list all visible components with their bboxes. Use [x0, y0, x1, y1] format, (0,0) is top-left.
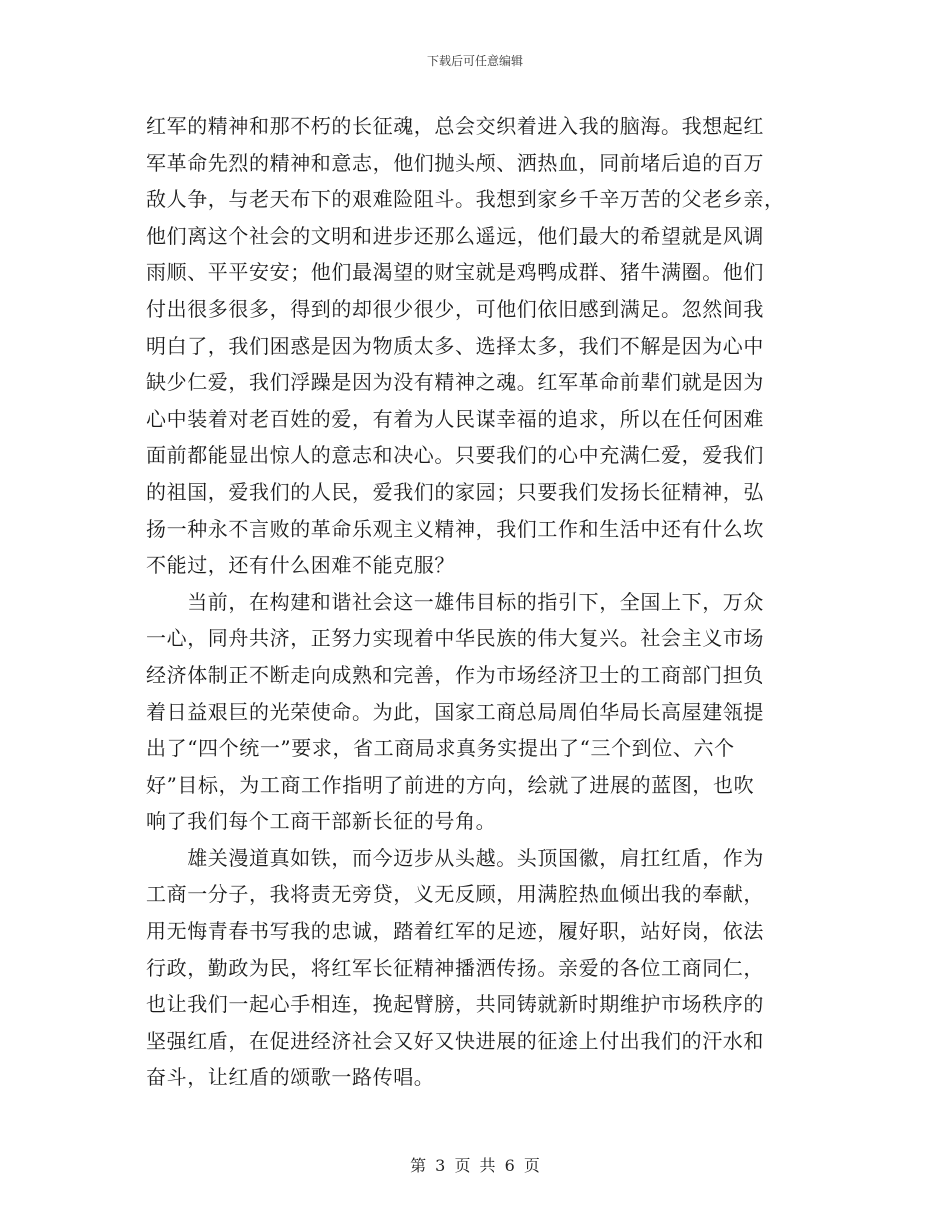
text-line: 扬一种永不言败的革命乐观主义精神，我们工作和生活中还有什么坎 — [146, 516, 764, 541]
body-text — [146, 108, 806, 1096]
text-line: 好”目标，为工商工作指明了前进的方向，绘就了进展的蓝图，也吹 — [146, 772, 755, 797]
text-line: 红军的精神和那不朽的长征魂，总会交织着进入我的脑海。我想起红 — [146, 114, 764, 138]
text-line: 用无悔青春书写我的忠诚，踏着红军的足迹，履好职，站好岗，依法 — [146, 919, 764, 944]
page-footer: 第 3 页 共 6 页 — [410, 1156, 540, 1175]
text-line: 付出很多很多，得到的却很少很少，可他们依旧感到满足。忽然间我 — [146, 296, 764, 321]
text-line: 缺少仁爱，我们浮躁是因为没有精神之魂。红军革命前辈们就是因为 — [146, 370, 764, 395]
text-line: 雄关漫道真如铁，而今迈步从头越。头顶国徽，肩扛红盾，作为 — [146, 845, 764, 870]
text-line: 着日益艰巨的光荣使命。为此，国家工商总局周伯华局长高屋建瓴提 — [146, 699, 764, 724]
text-line: 心中装着对老百姓的爱，有着为人民谋幸福的追求，所以在任何困难 — [146, 406, 764, 431]
text-line: 工商一分子，我将责无旁贷，义无反顾，用满腔热血倾出我的奉献， — [146, 882, 764, 907]
text-line: 面前都能显出惊人的意志和决心。只要我们的心中充满仁爱，爱我们 — [146, 443, 764, 468]
text-line: 出了“四个统一”要求，省工商局求真务实提出了“三个到位、六个 — [146, 736, 735, 761]
text-line: 他们离这个社会的文明和进步还那么遥远，他们最大的希望就是风调 — [146, 223, 764, 248]
text-line: 当前，在构建和谐社会这一雄伟目标的指引下，全国上下，万众 — [146, 589, 764, 614]
page-header: 下载后可任意编辑 — [426, 54, 523, 68]
text-line: 军革命先烈的精神和意志，他们抛头颅、洒热血，同前堵后追的百万 — [146, 150, 764, 175]
text-line: 行政，勤政为民，将红军长征精神播洒传扬。亲爱的各位工商同仁， — [146, 955, 764, 980]
text-line: 明白了，我们困惑是因为物质太多、选择太多，我们不解是因为心中 — [146, 333, 764, 358]
text-line: 一心，同舟共济，正努力实现着中华民族的伟大复兴。社会主义市场 — [146, 626, 764, 651]
text-line: 奋斗，让红盾的颂歌一路传唱。 — [146, 1065, 435, 1090]
text-line: 经济体制正不断走向成熟和完善，作为市场经济卫士的工商部门担负 — [146, 662, 764, 687]
text-line: 的祖国，爱我们的人民，爱我们的家园；只要我们发扬长征精神，弘 — [146, 479, 764, 504]
text-line: 不能过，还有什么困难不能克服？ — [146, 553, 455, 578]
text-line: 雨顺、平平安安；他们最渴望的财宝就是鸡鸭成群、猪牛满圈。他们 — [146, 260, 764, 285]
text-line: 也让我们一起心手相连，挽起臂膀，共同铸就新时期维护市场秩序的 — [146, 992, 764, 1017]
text-line: 坚强红盾，在促进经济社会又好又快进展的征途上付出我们的汗水和 — [146, 1028, 764, 1053]
text-line: 响了我们每个工商干部新长征的号角。 — [146, 809, 497, 834]
text-line: 敌人争，与老天布下的艰难险阻斗。我想到家乡千辛万苦的父老乡亲， — [146, 187, 785, 212]
